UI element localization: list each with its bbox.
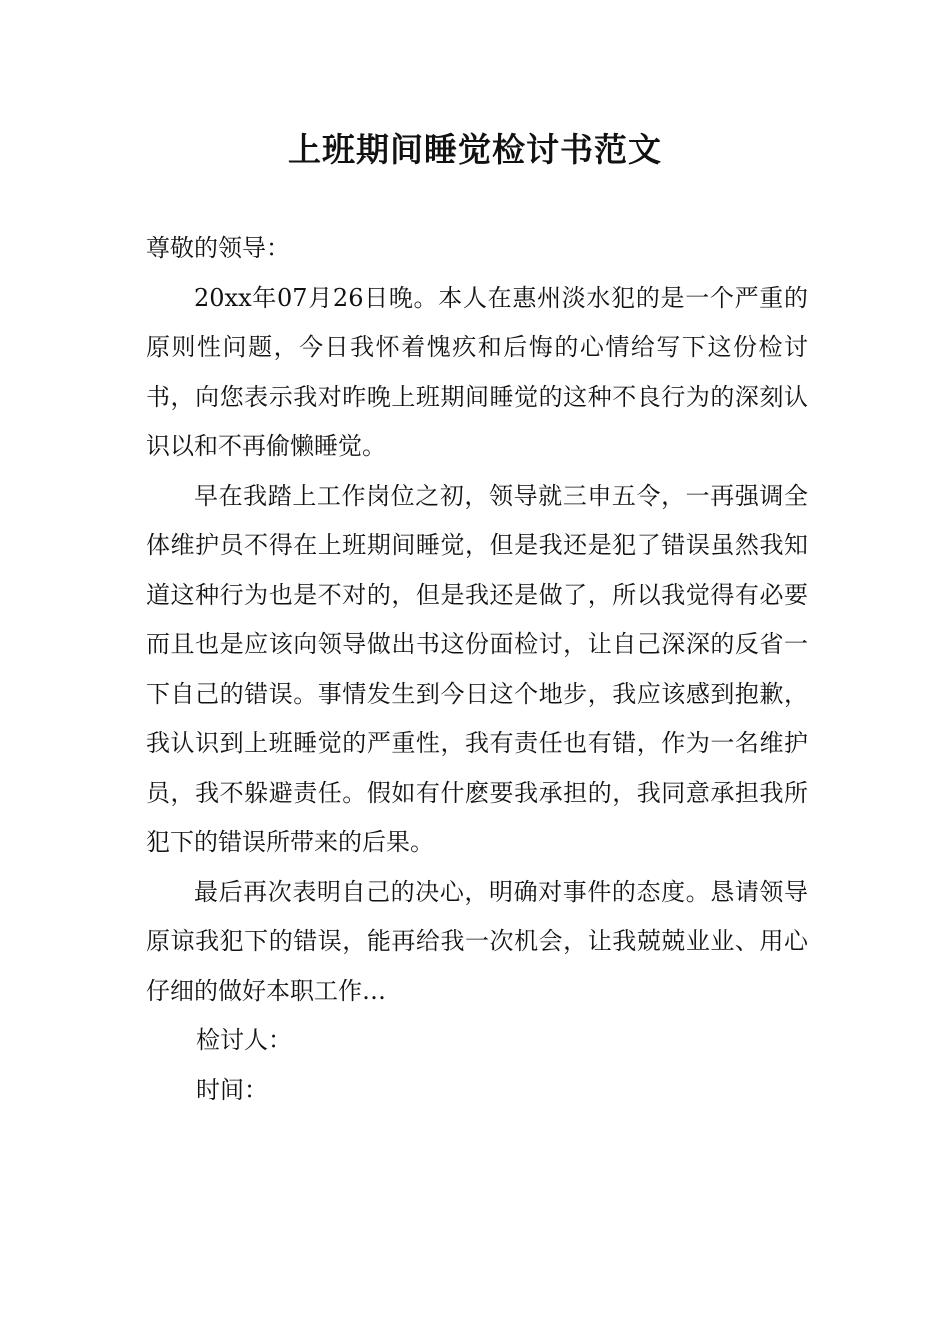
salutation: 尊敬的领导：: [146, 234, 290, 262]
signature-label: 检讨人：: [196, 1026, 292, 1054]
paragraph-3: 最后再次表明自己的决心，明确对事件的态度。恳请领导原谅我犯下的错误，能再给我一次机会，让我兢兢业业、用心仔细的做好本职工作…: [146, 877, 808, 1005]
date-label: 时间：: [196, 1075, 268, 1104]
document-body: [146, 224, 808, 1115]
document-title: 上班期间睡觉检讨书范文: [288, 130, 662, 169]
paragraph-2: 早在我踏上工作岗位之初，领导就三申五令，一再强调全体维护员不得在上班期间睡觉，但是我还是犯了错误虽然我知道这种行为也是不对的，但是我还是做了，所以我觉得有必要而且也是应该向领导做出书这份面检讨，让自己深深的反省一下自己的错误。事情发生到今日这个地步，我应该感到抱歉，我认识到上班睡觉的严重性，我有责任也有错，作为一名维护员，我不躲避责任。假如有什麽要我承担的，我同意承担我所犯下的错误所带来的后果。: [146, 481, 808, 856]
paragraph-1: 20xx年07月26日晚。本人在惠州淡水犯的是一个严重的原则性问题，今日我怀着愧疚和后悔的心情给写下这份检讨书，向您表示我对昨晚上班期间睡觉的这种不良行为的深刻认识以和不再偷懒睡觉。: [146, 283, 808, 460]
